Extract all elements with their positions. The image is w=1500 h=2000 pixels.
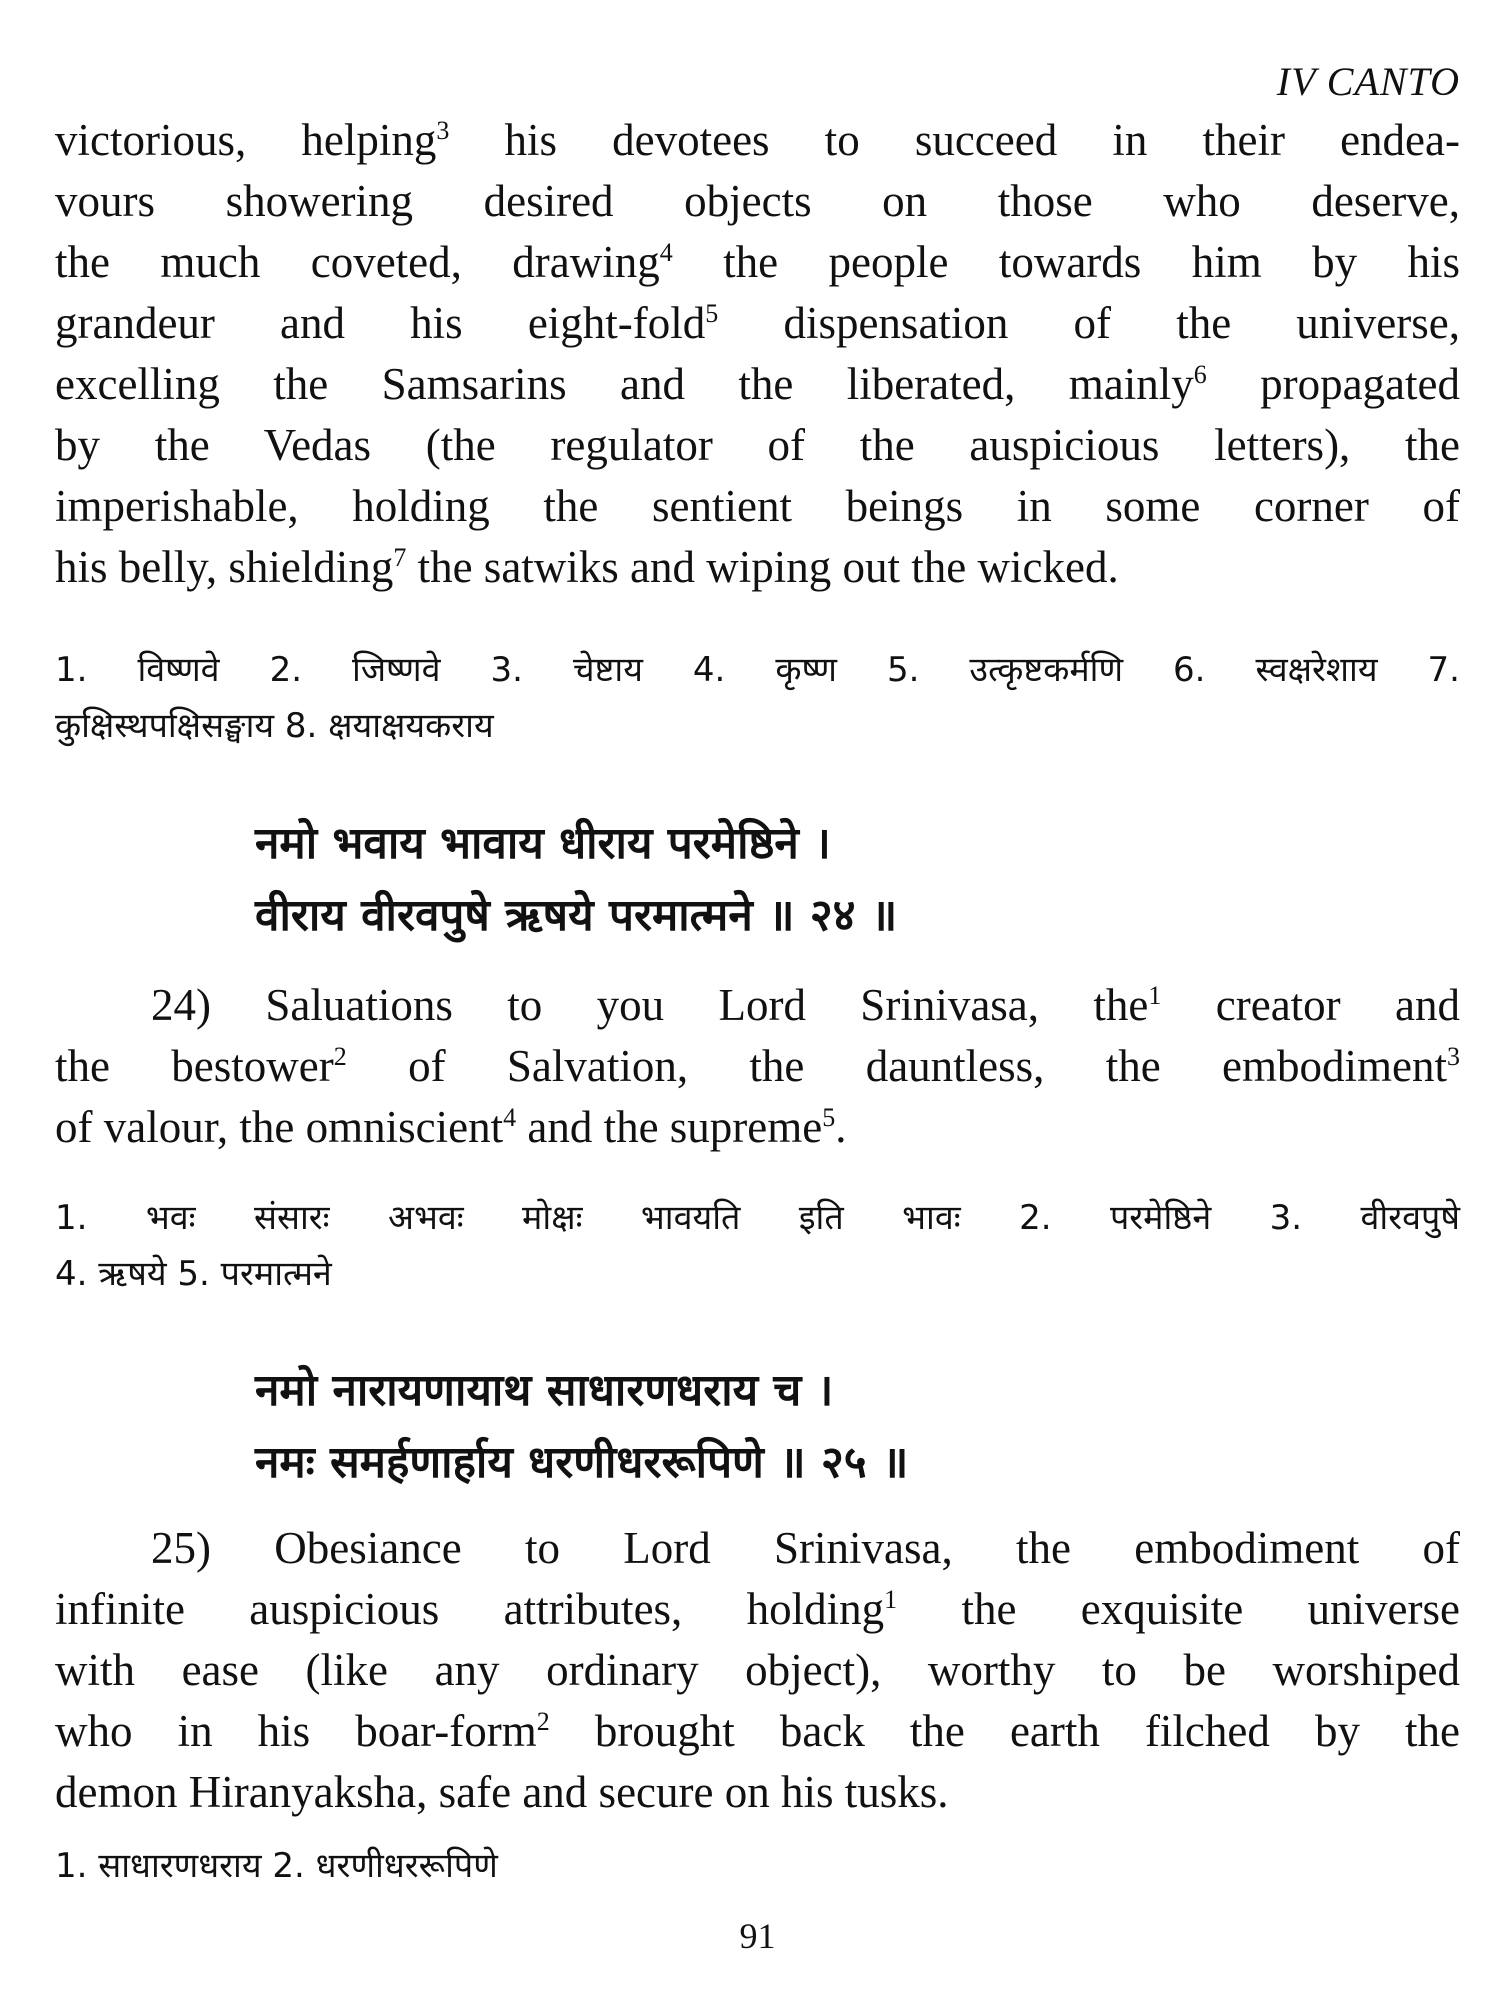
text-line: 25) Obesiance to Lord Srinivasa, the embodiment of xyxy=(151,1523,1460,1573)
footnote-line: 4. ऋषये 5. परमात्मने xyxy=(55,1254,332,1294)
text-line: demon Hiranyaksha, safe and secure on his tusks. xyxy=(55,1767,949,1817)
footnotes-23 xyxy=(55,642,1460,754)
text-line: with ease (like any ordinary object), worthy to be worshiped xyxy=(55,1645,1460,1695)
sanskrit-verse-25 xyxy=(255,1355,1355,1499)
text-line: grandeur and his eight-fold$^5$ dispensation of the universe, xyxy=(55,298,1461,348)
book-page xyxy=(55,0,1460,2000)
footnotes-24 xyxy=(55,1190,1460,1302)
text-line: the much coveted, drawing$^4$ the people towards him by his xyxy=(55,237,1460,287)
verse-line: नमः समर्हणार्हाय धरणीधररूपिणे ॥ २५ ॥ xyxy=(255,1437,909,1488)
footnote-line: 1. विष्णवे 2. जिष्णवे 3. चेष्टाय 4. कृष्ण 5. उत्कृष्टकर्मणि 6. स्वक्षरेशाय 7. xyxy=(55,650,1460,690)
text-line: excelling the Samsarins and the liberated, mainly$^6$ propagated xyxy=(55,359,1460,409)
footnotes-25 xyxy=(55,1838,1460,1894)
text-line: imperishable, holding the sentient beings in some corner of xyxy=(55,481,1460,531)
text-line: victorious, helping$^3$ his devotees to succeed in their endea- xyxy=(55,115,1460,165)
verse-line: नमो भवाय भावाय धीराय परमेष्ठिने । xyxy=(255,818,831,869)
paragraph-25 xyxy=(55,1518,1460,1823)
text-line: who in his boar-form$^2$ brought back the earth filched by the xyxy=(55,1706,1460,1756)
verse-line: वीराय वीरवपुषे ऋषये परमात्मने ॥ २४ ॥ xyxy=(255,890,898,941)
footnote-line: कुक्षिस्थपक्षिसङ्घाय 8. क्षयाक्षयकराय xyxy=(55,706,494,746)
text-line: of valour, the omniscient$^4$ and the supreme$^5$. xyxy=(55,1102,847,1152)
text-line: vours showering desired objects on those who deserve, xyxy=(55,176,1460,226)
paragraph-24 xyxy=(55,975,1460,1158)
text-line: by the Vedas (the regulator of the auspicious letters), the xyxy=(55,420,1460,470)
text-line: his belly, shielding$^7$ the satwiks and wiping out the wicked. xyxy=(55,542,1119,592)
text-line: the bestower$^2$ of Salvation, the dauntless, the embodiment$^3$ xyxy=(55,1041,1461,1091)
sanskrit-verse-24 xyxy=(255,808,1355,952)
verse-line: नमो नारायणायाथ साधारणधराय च । xyxy=(255,1365,834,1416)
page-number: 91 xyxy=(739,1916,776,1956)
text-line: 24) Saluations to you Lord Srinivasa, the$^1$ creator and xyxy=(151,980,1460,1030)
paragraph-23-continued xyxy=(55,110,1460,598)
footnote-line: 1. भवः संसारः अभवः मोक्षः भावयति इति भावः 2. परमेष्ठिने 3. वीरवपुषे xyxy=(55,1198,1460,1238)
text-line: infinite auspicious attributes, holding$^1$ the exquisite universe xyxy=(55,1584,1461,1634)
running-head: IV CANTO xyxy=(1276,59,1460,104)
footnote-line: 1. साधारणधराय 2. धरणीधररूपिणे xyxy=(55,1846,498,1886)
